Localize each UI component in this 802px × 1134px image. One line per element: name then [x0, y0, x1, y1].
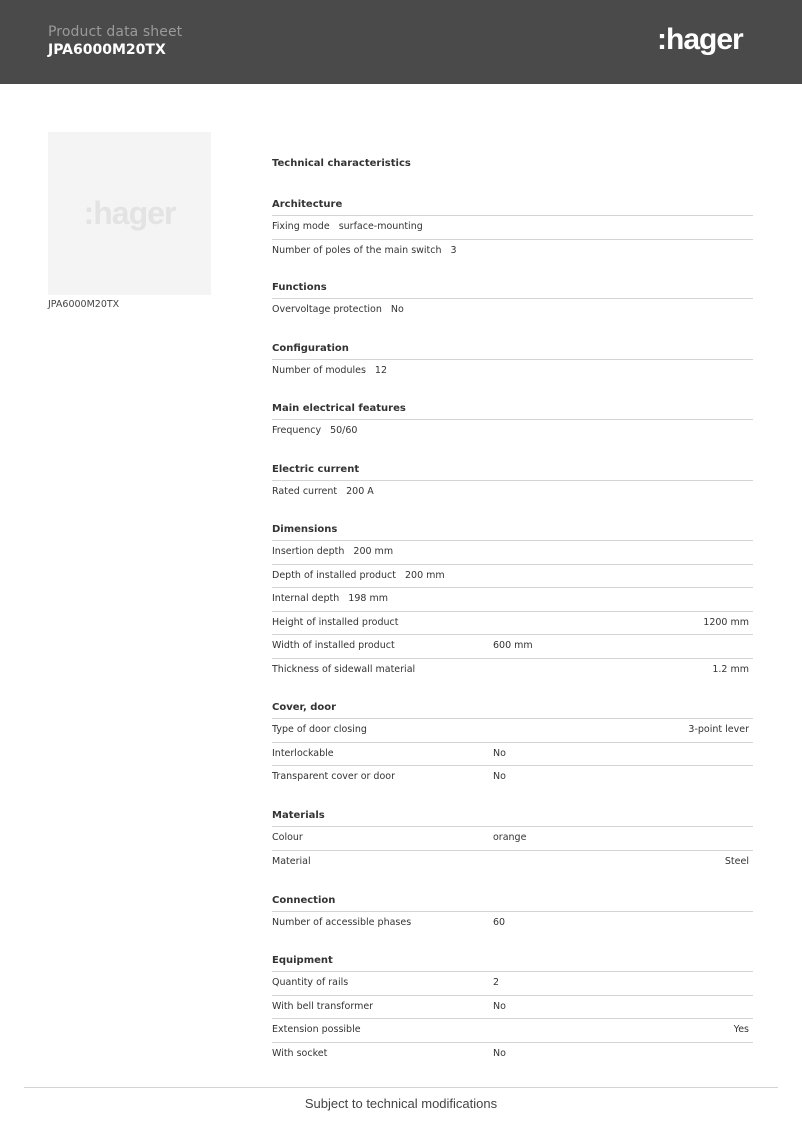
spec-row	[272, 540, 753, 564]
spec-section-connection	[272, 894, 753, 935]
section-title: Main electrical features	[272, 403, 406, 414]
section-title: Cover, door	[272, 702, 337, 713]
spec-label: Insertion depth	[272, 546, 345, 557]
spec-label: Internal depth	[272, 593, 340, 604]
section-title: Configuration	[272, 343, 349, 354]
spec-label: Thickness of sidewall material	[272, 663, 416, 675]
spec-value: No	[493, 1047, 506, 1059]
section-title: Dimensions	[272, 524, 338, 535]
spec-label: Number of modules	[272, 365, 366, 376]
spec-label: Material	[272, 855, 311, 867]
spec-row	[272, 658, 753, 682]
spec-value: 3	[450, 244, 457, 256]
spec-row	[272, 611, 753, 635]
spec-label: With socket	[272, 1047, 328, 1059]
spec-label: Rated current	[272, 486, 338, 497]
spec-section-functions	[272, 281, 753, 322]
spec-label: Height of installed product	[272, 616, 399, 628]
spec-row	[272, 634, 753, 658]
spec-value: 3-point lever	[688, 724, 749, 735]
spec-label: Type of door closing	[272, 724, 367, 735]
technical-characteristics	[272, 155, 753, 1059]
footer-divider	[24, 1087, 778, 1088]
spec-row	[272, 1018, 753, 1042]
spec-row	[272, 480, 753, 504]
spec-row	[272, 298, 753, 322]
spec-row	[272, 850, 753, 874]
footer-disclaimer: Subject to technical modifications	[304, 1096, 498, 1111]
section-title: Connection	[272, 895, 336, 906]
spec-label: Width of installed product	[272, 640, 395, 651]
spec-value: 2	[493, 977, 500, 988]
product-image	[48, 132, 211, 295]
spec-label: Transparent cover or door	[272, 771, 395, 782]
spec-label: Frequency	[272, 425, 322, 436]
section-title: Materials	[272, 810, 325, 821]
spec-row	[272, 564, 753, 588]
spec-section-dimensions	[272, 523, 753, 681]
spec-section-architecture	[272, 198, 753, 262]
spec-row	[272, 826, 753, 850]
spec-value: Steel	[724, 855, 749, 867]
section-title: Equipment	[272, 955, 333, 966]
specs-heading: Technical characteristics	[272, 158, 411, 169]
spec-label: Extension possible	[272, 1024, 361, 1035]
spec-value: 1.2 mm	[712, 663, 749, 675]
spec-value: No	[390, 304, 404, 315]
spec-value: 1200 mm	[703, 616, 749, 628]
hager-logo: :hager	[657, 23, 743, 56]
hager-placeholder-logo: :hager	[83, 195, 176, 231]
spec-section-electric-current	[272, 463, 753, 504]
spec-label: Fixing mode	[272, 221, 330, 232]
spec-row	[272, 718, 753, 742]
page-header	[0, 0, 802, 84]
spec-value: surface-mounting	[338, 221, 423, 232]
spec-row	[272, 239, 753, 263]
spec-row	[272, 419, 753, 443]
spec-row	[272, 971, 753, 995]
spec-row	[272, 1042, 753, 1066]
spec-section-main-electrical-features	[272, 402, 753, 443]
spec-label: Quantity of rails	[272, 977, 349, 988]
spec-row	[272, 765, 753, 789]
spec-value: 200 A	[346, 486, 374, 497]
product-code-title: JPA6000M20TX	[48, 42, 166, 58]
spec-section-configuration	[272, 342, 753, 383]
section-title: Functions	[272, 282, 327, 293]
spec-label: Colour	[272, 832, 303, 843]
spec-value: 200 mm	[405, 569, 445, 581]
section-title: Electric current	[272, 464, 360, 475]
spec-value: 50/60	[330, 425, 358, 436]
document-type-label: Product data sheet	[48, 24, 183, 40]
spec-label: Interlockable	[272, 747, 334, 759]
spec-row	[272, 359, 753, 383]
spec-value: 198 mm	[348, 593, 388, 604]
spec-value: No	[493, 771, 506, 782]
spec-value: 600 mm	[493, 640, 533, 651]
spec-label: Number of accessible phases	[272, 917, 412, 928]
spec-value: 200 mm	[353, 546, 394, 557]
spec-row	[272, 215, 753, 239]
spec-section-materials	[272, 809, 753, 873]
spec-label: Number of poles of the main switch	[272, 244, 442, 256]
spec-value: 60	[493, 917, 506, 928]
spec-value: orange	[493, 832, 527, 843]
section-title: Architecture	[272, 199, 343, 210]
spec-row	[272, 995, 753, 1019]
spec-section-equipment	[272, 954, 753, 1065]
spec-row	[272, 911, 753, 935]
spec-label: Depth of installed product	[272, 569, 397, 581]
spec-row	[272, 742, 753, 766]
spec-value: 12	[374, 365, 388, 376]
spec-value: No	[493, 747, 506, 759]
spec-label: With bell transformer	[272, 1000, 374, 1012]
spec-label: Overvoltage protection	[272, 304, 382, 315]
spec-value: Yes	[733, 1024, 749, 1035]
spec-section-cover-door	[272, 701, 753, 789]
product-reference: JPA6000M20TX	[48, 299, 120, 310]
spec-value: No	[493, 1000, 506, 1012]
spec-row	[272, 587, 753, 611]
